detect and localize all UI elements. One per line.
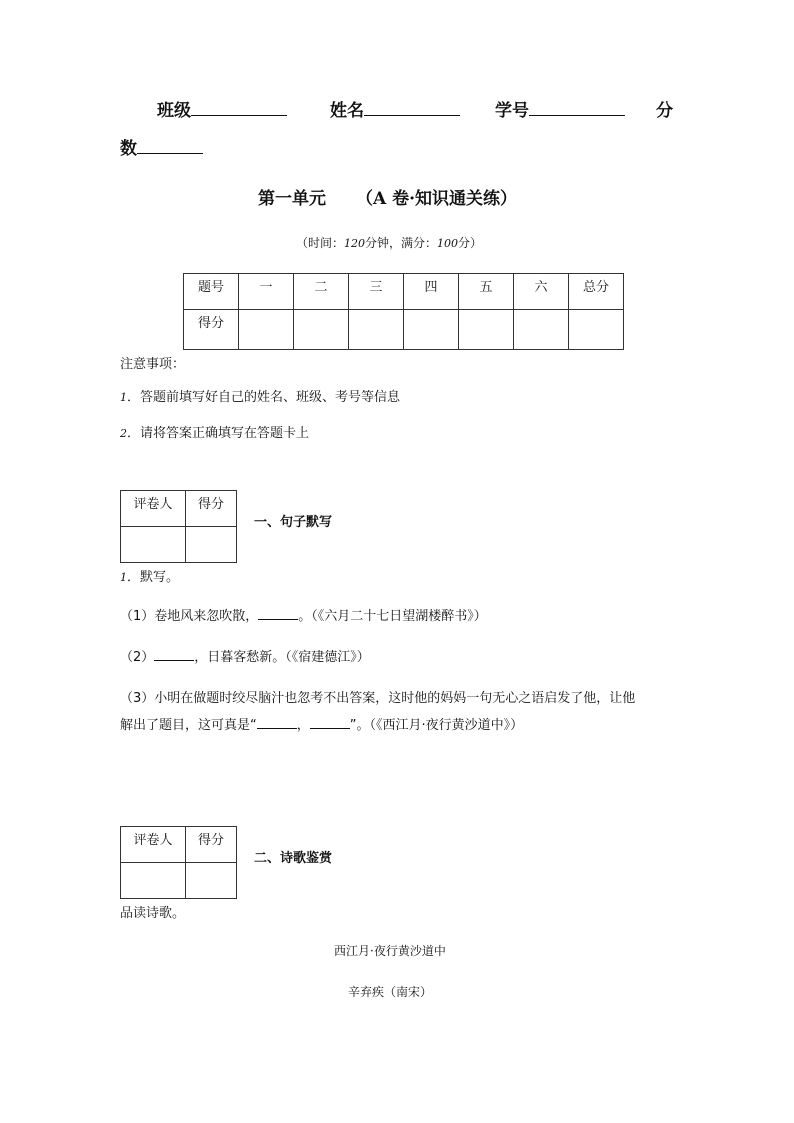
item-text: ， — [296, 718, 310, 733]
section-1-title: 一、句子默写 — [254, 515, 333, 530]
note-item-1 — [120, 386, 400, 405]
name-label: 姓名 — [330, 101, 364, 121]
score-input-cell[interactable] — [294, 310, 349, 350]
grader-score-label: 得分 — [186, 827, 237, 863]
meta-open: （时间： — [296, 236, 345, 250]
score-table-score-row — [184, 310, 624, 350]
answer-blank[interactable] — [258, 607, 298, 620]
note-item-2 — [120, 422, 309, 441]
question-1-item-1 — [120, 605, 487, 624]
grader-label: 评卷人 — [121, 491, 186, 527]
score-blank[interactable] — [137, 137, 203, 154]
student-id-label: 学号 — [495, 101, 529, 121]
note-num: 1 — [120, 391, 127, 404]
score-table-cell: 一 — [239, 274, 294, 310]
title-sub: （A 卷·知识通关练） — [356, 189, 518, 209]
item-text: 。（《六月二十七日望湖楼醉书》） — [298, 609, 487, 624]
score-table-cell: 四 — [404, 274, 459, 310]
class-field — [157, 96, 287, 121]
name-field — [330, 96, 460, 121]
item-text: （1）卷地风来忽吹散， — [120, 609, 259, 624]
title-main: 第一单元 — [258, 189, 326, 209]
poem-author: 辛弃疾（南宋） — [348, 985, 433, 999]
exam-meta — [296, 234, 482, 251]
score-label-2: 数 — [120, 139, 137, 159]
poem-title: 西江月·夜行黄沙道中 — [334, 944, 446, 958]
grader-table-2 — [120, 826, 237, 899]
answer-blank[interactable] — [257, 716, 297, 729]
grader-score-label: 得分 — [186, 491, 237, 527]
score-input-cell[interactable] — [349, 310, 404, 350]
section-2-title: 二、诗歌鉴赏 — [254, 851, 333, 866]
notes-heading: 注意事项： — [120, 357, 186, 372]
meta-close: 分） — [458, 236, 483, 250]
question-1 — [120, 566, 179, 585]
question-num: 1 — [120, 571, 127, 584]
score-table-cell: 五 — [459, 274, 514, 310]
class-blank[interactable] — [191, 99, 287, 116]
grader-input-cell[interactable] — [121, 527, 186, 563]
item-text: 解出了题目，这可真是“ — [120, 718, 257, 733]
score-table-cell: 二 — [294, 274, 349, 310]
page-title — [258, 184, 517, 209]
score-table-cell: 三 — [349, 274, 404, 310]
score-input-cell[interactable] — [459, 310, 514, 350]
score-table-header-row — [184, 274, 624, 310]
meta-mid: 分钟，满分： — [365, 236, 438, 250]
question-1-item-3-line-1: （3）小明在做题时绞尽脑汁也忽考不出答案，这时他的妈妈一句无心之语启发了他，让他 — [120, 691, 636, 706]
score-table-cell: 六 — [514, 274, 569, 310]
question-1-item-3-line-2 — [120, 714, 523, 733]
class-label: 班级 — [157, 101, 191, 121]
score-table — [183, 273, 624, 350]
answer-blank[interactable] — [154, 648, 194, 661]
score-table-cell: 题号 — [184, 274, 239, 310]
name-blank[interactable] — [364, 99, 460, 116]
item-text: （2） — [120, 650, 155, 665]
grader-table-1 — [120, 490, 237, 563]
answer-blank[interactable] — [310, 716, 350, 729]
grader-score-cell[interactable] — [186, 863, 237, 899]
score-row-label: 得分 — [184, 310, 239, 350]
note-text: ．答题前填写好自己的姓名、班级、考号等信息 — [127, 390, 401, 405]
grader-input-cell[interactable] — [121, 863, 186, 899]
grader-score-cell[interactable] — [186, 527, 237, 563]
student-id-blank[interactable] — [529, 99, 625, 116]
item-text: ”。（《西江月·夜行黄沙道中》） — [349, 718, 524, 733]
meta-full: 100 — [437, 237, 459, 250]
question-text: ．默写。 — [127, 570, 180, 585]
student-id-field — [495, 96, 625, 121]
note-text: ．请将答案正确填写在答题卡上 — [127, 426, 310, 441]
meta-time: 120 — [344, 237, 366, 250]
score-input-cell[interactable] — [404, 310, 459, 350]
grader-label: 评卷人 — [121, 827, 186, 863]
score-label-1: 分 — [656, 101, 673, 121]
score-input-cell[interactable] — [569, 310, 624, 350]
score-input-cell[interactable] — [239, 310, 294, 350]
item-text: ，日暮客愁新。（《宿建德江》） — [194, 650, 370, 665]
note-num: 2 — [120, 427, 127, 440]
question-1-item-2 — [120, 646, 370, 665]
score-table-cell: 总分 — [569, 274, 624, 310]
score-field — [120, 134, 203, 159]
section-2-intro: 品读诗歌。 — [120, 906, 186, 921]
score-input-cell[interactable] — [514, 310, 569, 350]
